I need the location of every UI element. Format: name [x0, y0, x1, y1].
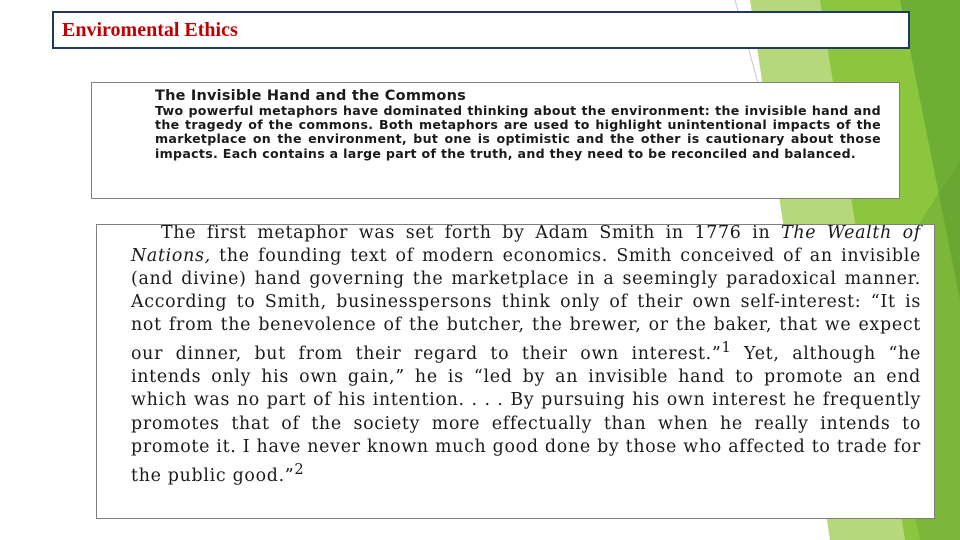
footnote-marker-2: 2 [294, 461, 305, 478]
excerpt-adam-smith [96, 224, 935, 519]
excerpt-invisible-hand-commons [91, 82, 900, 199]
excerpt1-content [155, 88, 881, 161]
slide-title-box [52, 11, 910, 49]
excerpt2-text-part2: the founding text of modern economics. Smith conceived of an invisible (and divine) hand governing the marketplace in a seemingly paradoxical manner. According to Smith, businesspersons think only of their own self-interest: “It is not from the benevolence of the butcher, the brewer, or the baker, that we expect our dinner, but from their regard to their own interest.” [131, 246, 921, 365]
slide-title: Enviromental Ethics [62, 19, 238, 41]
excerpt1-heading: The Invisible Hand and the Commons [155, 88, 466, 104]
excerpt2-text-part3: Yet, although “he intends only his own gain,” he is “led by an invisible hand to promote an end which was no part of his intention. . . . By pursuing his own interest he frequently promotes that of the society more effectually than when he really intends to promote it. I have never known much good done by those who affected to trade for the public good.” [131, 344, 921, 486]
book-title: The Wealth of Nations, [131, 224, 921, 267]
excerpt2-text-part1: The first metaphor was set forth by Adam Smith in 1776 in [161, 224, 782, 243]
excerpt1-body: Two powerful metaphors have dominated thinking about the environment: the invisible hand and the tragedy of the commons. Both metaphors are used to highlight unintentional impacts of the marketplace on the environment, but one is optimistic and the other is cautionary about those impacts. Each contains a large part of the truth, and they need to be reconciled and balanced. [155, 103, 881, 161]
footnote-marker-1: 1 [721, 340, 732, 357]
excerpt2-paragraph [131, 224, 921, 488]
